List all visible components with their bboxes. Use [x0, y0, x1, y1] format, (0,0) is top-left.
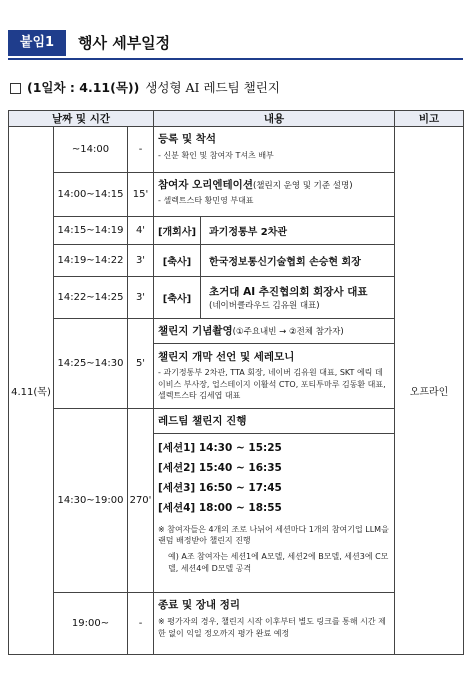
time-cell: 14:25~14:30 — [54, 319, 128, 409]
header-note: 비고 — [395, 111, 464, 127]
content-cell — [154, 127, 395, 173]
day-label: (1일차 : 4.11(목)) — [27, 80, 140, 95]
item-title-note: (챌린지 운영 및 기준 설명) — [252, 181, 353, 191]
item-detail: - 셀렉트스타 황민영 부대표 — [158, 196, 254, 205]
item-tag: [개회사] — [154, 217, 201, 244]
duration-cell: 3' — [128, 277, 154, 319]
item-title-note: (①주요내빈 → ②전체 참가자) — [232, 327, 344, 337]
duration-cell: 5' — [128, 319, 154, 409]
divider — [154, 433, 394, 434]
time-cell: 14:30~19:00 — [54, 409, 128, 593]
schedule-table — [8, 110, 464, 655]
item-text-note: (네이버클라우드 김유원 대표) — [209, 301, 320, 311]
header-date-time: 날짜 및 시간 — [9, 111, 154, 127]
day-subtitle — [10, 78, 280, 96]
item-text: 초거대 AI 추진협의회 회장사 대표 — [209, 286, 368, 298]
item-detail: - 과기정통부 2차관, TTA 회장, 네이버 김유원 대표, SKT 에릭 데이비스 부사장, 업스테이지 이활석 CTO, 포티투마루 김동환 대표, 셀렉트스타 김세엽 대표 — [158, 368, 386, 401]
header-underline — [8, 58, 463, 60]
content-cell — [154, 277, 395, 319]
duration-cell: 3' — [128, 245, 154, 277]
time-cell: ~14:00 — [54, 127, 128, 173]
attachment-badge: 붙임1 — [8, 30, 66, 56]
section-header — [8, 30, 463, 60]
content-cell — [154, 217, 395, 245]
session-item: [세션4] 18:00 ~ 18:55 — [158, 501, 282, 514]
duration-cell: - — [128, 127, 154, 173]
table-header-row — [9, 111, 464, 127]
time-cell: 14:22~14:25 — [54, 277, 128, 319]
item-tag: [축사] — [154, 277, 201, 318]
remark-cell: 오프라인 — [395, 127, 464, 655]
item-title: 레드팀 챌린지 진행 — [158, 415, 247, 427]
content-cell — [154, 593, 395, 655]
section-title: 행사 세부일정 — [78, 34, 171, 52]
content-cell — [154, 409, 395, 593]
session-example: 예) A조 참여자는 세션1에 A모델, 세션2에 B모델, 세션3에 C모델, 세션4에 D모델 공격 — [168, 551, 389, 573]
duration-cell: - — [128, 593, 154, 655]
item-text: 과기정통부 2차관 — [209, 227, 288, 238]
table-row — [9, 127, 464, 173]
session-item: [세션1] 14:30 ~ 15:25 — [158, 442, 282, 454]
header-content: 내용 — [154, 111, 395, 127]
content-cell — [154, 319, 395, 409]
item-title-2: 챌린지 개막 선언 및 세레모니 — [158, 351, 295, 363]
checkbox-square-icon — [10, 83, 21, 94]
time-cell: 14:19~14:22 — [54, 245, 128, 277]
item-title: 챌린지 기념촬영 — [158, 325, 233, 337]
time-cell: 14:00~14:15 — [54, 173, 128, 217]
item-detail: - 신분 확인 및 참여자 T셔츠 배부 — [158, 151, 274, 160]
duration-cell: 4' — [128, 217, 154, 245]
duration-cell: 15' — [128, 173, 154, 217]
time-cell: 19:00~ — [54, 593, 128, 655]
session-item: [세션2] 15:40 ~ 16:35 — [158, 461, 282, 474]
content-cell — [154, 173, 395, 217]
content-cell — [154, 245, 395, 277]
item-tag: [축사] — [154, 245, 201, 276]
session-note: ※ 참여자들은 4개의 조로 나뉘어 세션마다 1개의 참여기업 LLM을 랜덤 배정받아 챌린지 진행 — [158, 524, 389, 546]
event-name: 생성형 AI 레드팀 챌린지 — [145, 80, 280, 95]
session-item: [세션3] 16:50 ~ 17:45 — [158, 481, 282, 494]
divider — [154, 343, 394, 344]
duration-cell: 270' — [128, 409, 154, 593]
item-detail: ※ 평가자의 경우, 챌린지 시작 이후부터 별도 링크를 통해 시간 제한 없이 익일 정오까지 평가 완료 예정 — [158, 617, 386, 638]
time-cell: 14:15~14:19 — [54, 217, 128, 245]
item-text: 한국정보통신기술협회 손승현 회장 — [209, 257, 361, 268]
item-title: 참여자 오리엔테이션 — [158, 179, 253, 191]
date-cell: 4.11(목) — [9, 127, 54, 655]
item-title: 종료 및 장내 정리 — [158, 599, 240, 611]
item-title: 등록 및 착석 — [158, 133, 217, 145]
